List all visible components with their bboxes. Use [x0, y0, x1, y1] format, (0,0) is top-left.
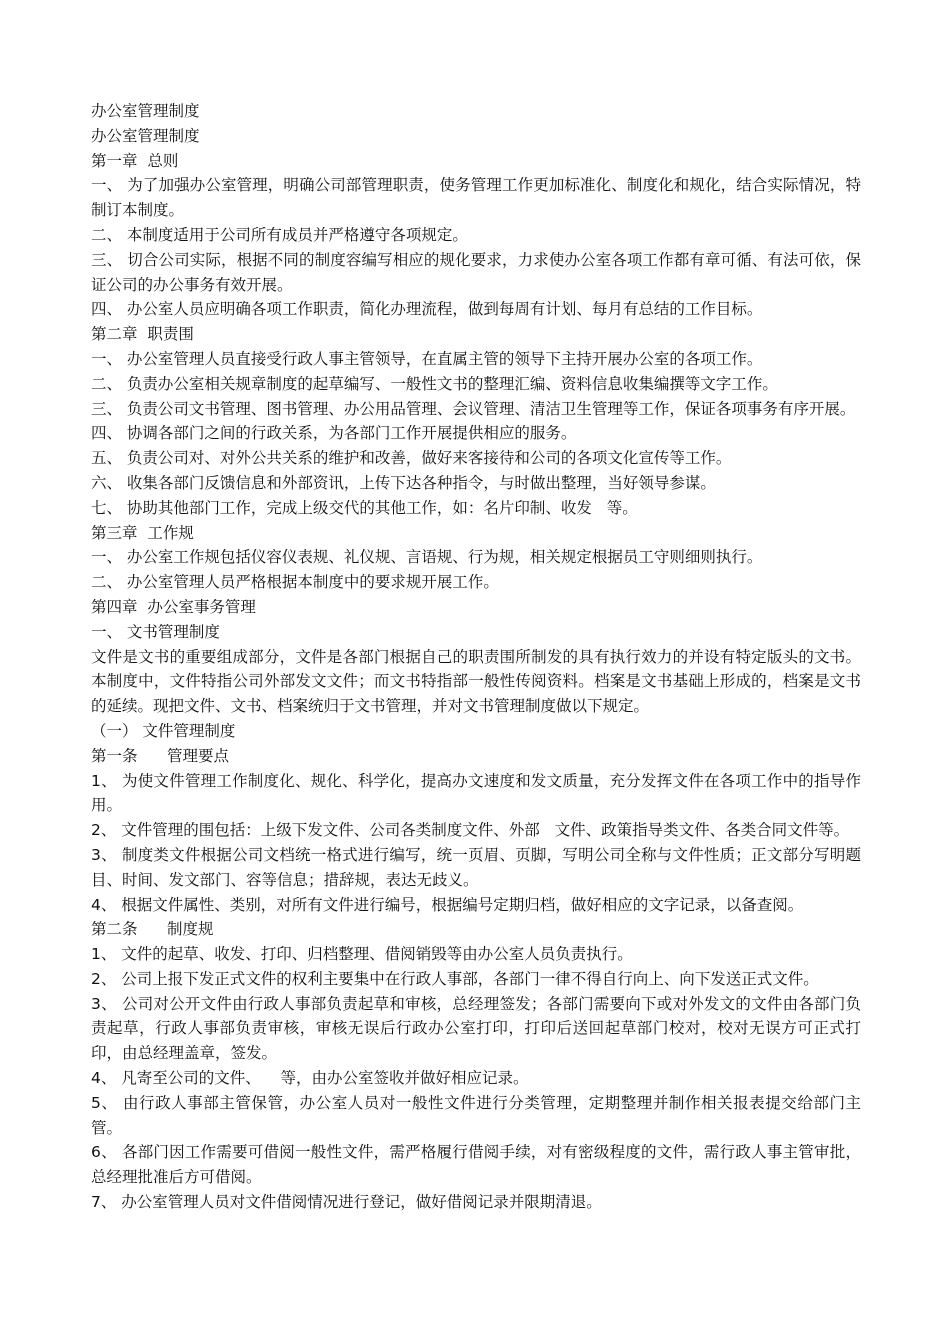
- paragraph: 二、 办公室管理人员严格根据本制度中的要求规开展工作。: [91, 573, 499, 592]
- paragraph: 4、 凡寄至公司的文件、 等，由办公室签收并做好相应记录。: [91, 1069, 529, 1088]
- article-heading: 第二条 制度规: [91, 920, 214, 939]
- paragraph: 7、 办公室管理人员对文件借阅情况进行登记，做好借阅记录并限期清退。: [91, 1193, 602, 1212]
- chapter-heading: 第四章 办公室事务管理: [91, 597, 256, 616]
- paragraph: 一、 办公室管理人员直接受行政人事主管领导，在直属主管的领导下主持开展办公室的各项工作。: [91, 349, 763, 368]
- article-heading: 第一条 管理要点: [91, 746, 230, 765]
- paragraph: 3、 制度类文件根据公司文档统一格式进行编写，统一页眉、页脚，写明公司全称与文件性质；正文部分写明题目、时间、发文部门、容等信息；措辞规，表达无歧义。: [91, 845, 861, 889]
- chapter-heading: 第一章 总则: [91, 151, 179, 170]
- paragraph: 七、 协助其他部门工作，完成上级交代的其他工作，如：名片印制、收发 等。: [91, 498, 638, 517]
- paragraph: 五、 负责公司对、对外公共关系的维护和改善，做好来客接待和公司的各项文化宣传等工作。: [91, 449, 732, 468]
- paragraph: 一、 办公室工作规包括仪容仪表规、礼仪规、言语规、行为规，相关规定根据员工守则细则执行。: [91, 548, 763, 567]
- paragraph: 1、 为使文件管理工作制度化、规化、科学化，提高办文速度和发文质量，充分发挥文件在各项工作中的指导作用。: [91, 771, 861, 815]
- paragraph: 四、 办公室人员应明确各项工作职责，简化办理流程，做到每周有计划、每月有总结的工作目标。: [91, 300, 763, 319]
- paragraph: 二、 负责办公室相关规章制度的起草编写、一般性文书的整理汇编、资料信息收集编撰等文字工作。: [91, 374, 778, 393]
- paragraph: 2、 文件管理的围包括：上级下发文件、公司各类制度文件、外部 文件、政策指导类文件、各类合同文件等。: [91, 821, 850, 840]
- subsection-heading: （一） 文件管理制度: [91, 721, 236, 740]
- section-heading: 一、 文书管理制度: [91, 622, 220, 641]
- chapter-heading: 第三章 工作规: [91, 523, 194, 542]
- paragraph: 2、 公司上报下发正式文件的权利主要集中在行政人事部，各部门一律不得自行向上、向下发送正式文件。: [91, 969, 819, 988]
- paragraph: 文件是文书的重要组成部分，文件是各部门根据自己的职责围所制发的具有执行效力的并设有特定版头的文书。本制度中，文件特指公司外部发文文件；而文书特指部一般性传阅资料。档案是文书基础上形成的，档案是文书的延续。现把文件、文书、档案统归于文书管理，并对文书管理制度做以下规定。: [91, 647, 861, 716]
- paragraph: 二、 本制度适用于公司所有成员并严格遵守各项规定。: [91, 225, 468, 244]
- paragraph: 1、 文件的起草、收发、打印、归档整理、借阅销毁等由办公室人员负责执行。: [91, 945, 633, 964]
- paragraph: 5、 由行政人事部主管保管，办公室人员对一般性文件进行分类管理，定期整理并制作相关报表提交给部门主管。: [91, 1093, 861, 1137]
- paragraph: 四、 协调各部门之间的行政关系，为各部门工作开展提供相应的服务。: [91, 424, 577, 443]
- paragraph: 6、 各部门因工作需要可借阅一般性文件，需严格履行借阅手续，对有密级程度的文件，需行政人事主管审批，总经理批准后方可借阅。: [91, 1143, 861, 1187]
- document-title: 办公室管理制度: [91, 102, 200, 120]
- paragraph: 三、 负责公司文书管理、图书管理、办公用品管理、会议管理、清洁卫生管理等工作，保证各项事务有序开展。: [91, 399, 856, 418]
- document-body: [91, 99, 861, 1215]
- chapter-heading: 第二章 职责围: [91, 325, 194, 344]
- paragraph: 六、 收集各部门反馈信息和外部资讯，上传下达各种指令，与时做出整理，当好领导参谋。: [91, 473, 716, 492]
- document-subtitle: 办公室管理制度: [91, 126, 200, 145]
- paragraph: 一、 为了加强办公室管理，明确公司部管理职责，使务管理工作更加标准化、制度化和规化，结合实际情况，特制订本制度。: [91, 176, 861, 220]
- paragraph: 三、 切合公司实际，根据不同的制度容编写相应的规化要求，力求使办公室各项工作都有章可循、有法可依，保证公司的办公事务有效开展。: [91, 250, 861, 294]
- paragraph: 3、 公司对公开文件由行政人事部负责起草和审核，总经理签发；各部门需要向下或对外发文的文件由各部门负责起草，行政人事部负责审核，审核无误后行政办公室打印，打印后送回起草部门校对，校对无误方可正式打印，由总经理盖章，签发。: [91, 994, 861, 1063]
- paragraph: 4、 根据文件属性、类别，对所有文件进行编号，根据编号定期归档，做好相应的文字记录，以备查阅。: [91, 895, 804, 914]
